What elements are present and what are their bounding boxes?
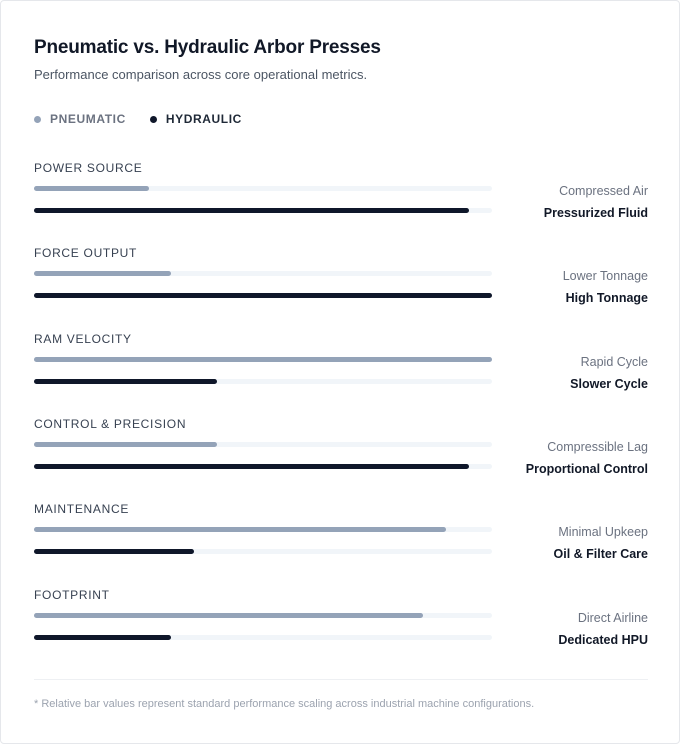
pneumatic-value-label: Direct Airline [577, 611, 648, 625]
metric-label: FORCE OUTPUT [34, 246, 138, 260]
hydraulic-bar-track [34, 379, 492, 384]
pneumatic-bar [34, 527, 446, 532]
legend-dot-pneumatic [34, 116, 41, 123]
metric-label: FOOTPRINT [34, 588, 110, 602]
legend [34, 112, 242, 126]
pneumatic-bar [34, 613, 423, 618]
hydraulic-value-label: Dedicated HPU [558, 633, 648, 647]
hydraulic-bar [34, 379, 217, 384]
hydraulic-bar [34, 635, 171, 640]
pneumatic-bar-track [34, 271, 492, 276]
hydraulic-value-label: Pressurized Fluid [543, 206, 648, 220]
legend-item-pneumatic [34, 112, 126, 126]
pneumatic-bar [34, 186, 149, 191]
pneumatic-value-label: Compressed Air [559, 184, 648, 198]
pneumatic-value-label: Minimal Upkeep [558, 525, 648, 539]
hydraulic-bar [34, 549, 194, 554]
metric-label: POWER SOURCE [34, 161, 143, 175]
pneumatic-bar-track [34, 527, 492, 532]
pneumatic-value-label: Compressible Lag [547, 440, 648, 454]
chart-subtitle: Performance comparison across core operational metrics. [34, 67, 368, 82]
legend-dot-hydraulic [150, 116, 157, 123]
hydraulic-value-label: High Tonnage [565, 291, 648, 305]
metric-row [34, 332, 648, 402]
legend-label-pneumatic: PNEUMATIC [50, 112, 126, 126]
pneumatic-bar-track [34, 357, 492, 362]
metric-label: CONTROL & PRECISION [34, 417, 187, 431]
hydraulic-bar-track [34, 549, 492, 554]
pneumatic-bar [34, 271, 171, 276]
footer-divider [34, 679, 648, 680]
metric-row [34, 502, 648, 572]
pneumatic-value-label: Rapid Cycle [580, 355, 648, 369]
hydraulic-bar [34, 208, 469, 213]
hydraulic-bar [34, 464, 469, 469]
pneumatic-bar-track [34, 186, 492, 191]
chart-title: Pneumatic vs. Hydraulic Arbor Presses [34, 37, 381, 58]
pneumatic-bar [34, 442, 217, 447]
footnote: * Relative bar values represent standard performance scaling across industrial machine configurations. [34, 698, 535, 710]
metric-label: RAM VELOCITY [34, 332, 132, 346]
hydraulic-value-label: Proportional Control [525, 462, 648, 476]
metric-row [34, 417, 648, 487]
metric-row [34, 588, 648, 658]
pneumatic-bar-track [34, 613, 492, 618]
hydraulic-value-label: Slower Cycle [570, 377, 648, 391]
pneumatic-bar-track [34, 442, 492, 447]
hydraulic-bar [34, 293, 492, 298]
hydraulic-value-label: Oil & Filter Care [553, 547, 648, 561]
legend-label-hydraulic: HYDRAULIC [165, 112, 242, 126]
hydraulic-bar-track [34, 208, 492, 213]
metric-row [34, 161, 648, 231]
hydraulic-bar-track [34, 464, 492, 469]
metric-label: MAINTENANCE [34, 502, 130, 516]
hydraulic-bar-track [34, 293, 492, 298]
pneumatic-bar [34, 357, 492, 362]
pneumatic-value-label: Lower Tonnage [562, 269, 648, 283]
metric-row [34, 246, 648, 316]
hydraulic-bar-track [34, 635, 492, 640]
legend-item-hydraulic [150, 112, 242, 126]
